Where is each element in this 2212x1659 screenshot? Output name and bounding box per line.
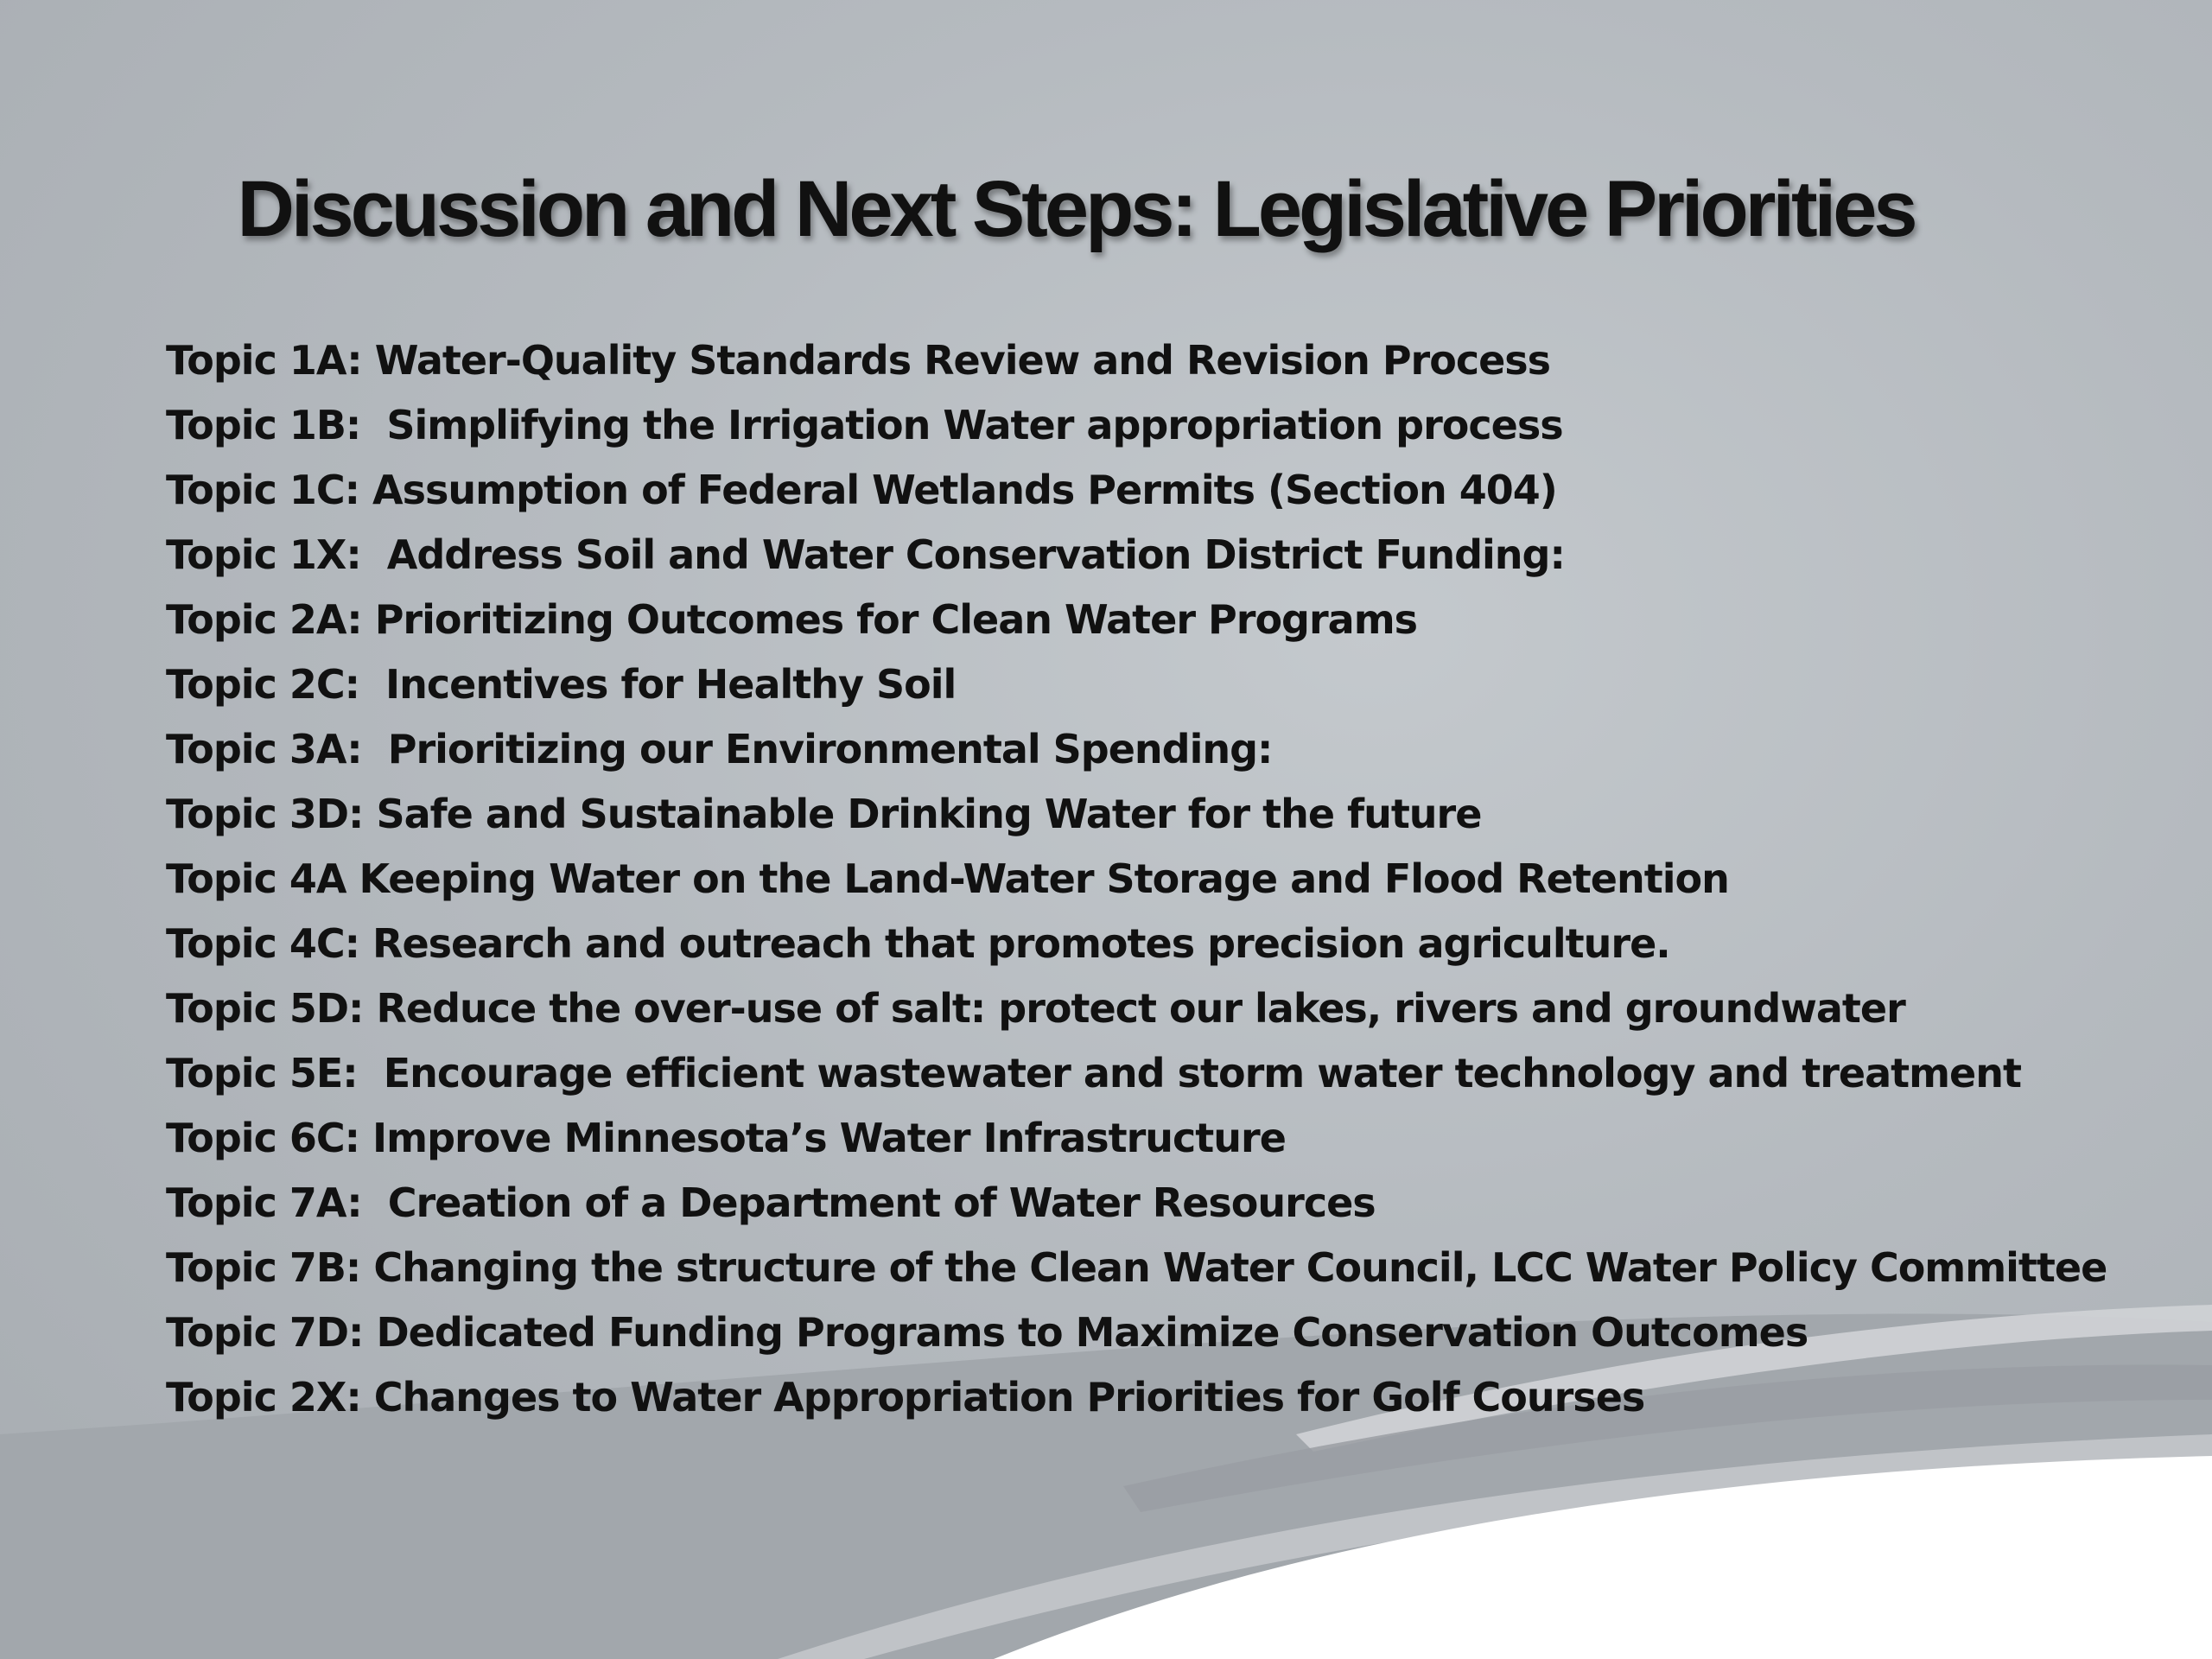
topic-item-5d: Topic 5D: Reduce the over-use of salt: protect our lakes, rivers and groundwater xyxy=(166,985,1905,1032)
topic-item-1a: Topic 1A: Water-Quality Standards Review and Revision Process xyxy=(166,337,1551,384)
topic-item-7b: Topic 7B: Changing the structure of the Clean Water Council, LCC Water Policy Committee xyxy=(166,1244,2107,1291)
topic-item-6c: Topic 6C: Improve Minnesota’s Water Infrastructure xyxy=(166,1115,1286,1161)
topic-item-3a: Topic 3A: Prioritizing our Environmental Spending: xyxy=(166,726,1273,772)
topic-item-5e: Topic 5E: Encourage efficient wastewater and storm water technology and treatment xyxy=(166,1050,2021,1096)
topic-item-2x: Topic 2X: Changes to Water Appropriation Priorities for Golf Courses xyxy=(166,1374,1645,1421)
topic-item-1x: Topic 1X: Address Soil and Water Conservation District Funding: xyxy=(166,531,1565,578)
slide-title: Discussion and Next Steps: Legislative Priorities xyxy=(237,165,1915,253)
topic-item-1b: Topic 1B: Simplifying the Irrigation Water appropriation process xyxy=(166,402,1563,448)
topic-list xyxy=(166,328,2107,1430)
topic-item-3d: Topic 3D: Safe and Sustainable Drinking Water for the future xyxy=(166,791,1482,837)
topic-item-7a: Topic 7A: Creation of a Department of Water Resources xyxy=(166,1179,1376,1226)
topic-item-2a: Topic 2A: Prioritizing Outcomes for Clean Water Programs xyxy=(166,596,1418,643)
topic-item-2c: Topic 2C: Incentives for Healthy Soil xyxy=(166,661,957,708)
topic-item-7d: Topic 7D: Dedicated Funding Programs to Maximize Conservation Outcomes xyxy=(166,1309,1808,1356)
topic-item-4a: Topic 4A Keeping Water on the Land-Water Storage and Flood Retention xyxy=(166,855,1729,902)
topic-item-1c: Topic 1C: Assumption of Federal Wetlands Permits (Section 404) xyxy=(166,467,1557,513)
topic-item-4c: Topic 4C: Research and outreach that promotes precision agriculture. xyxy=(166,920,1670,967)
